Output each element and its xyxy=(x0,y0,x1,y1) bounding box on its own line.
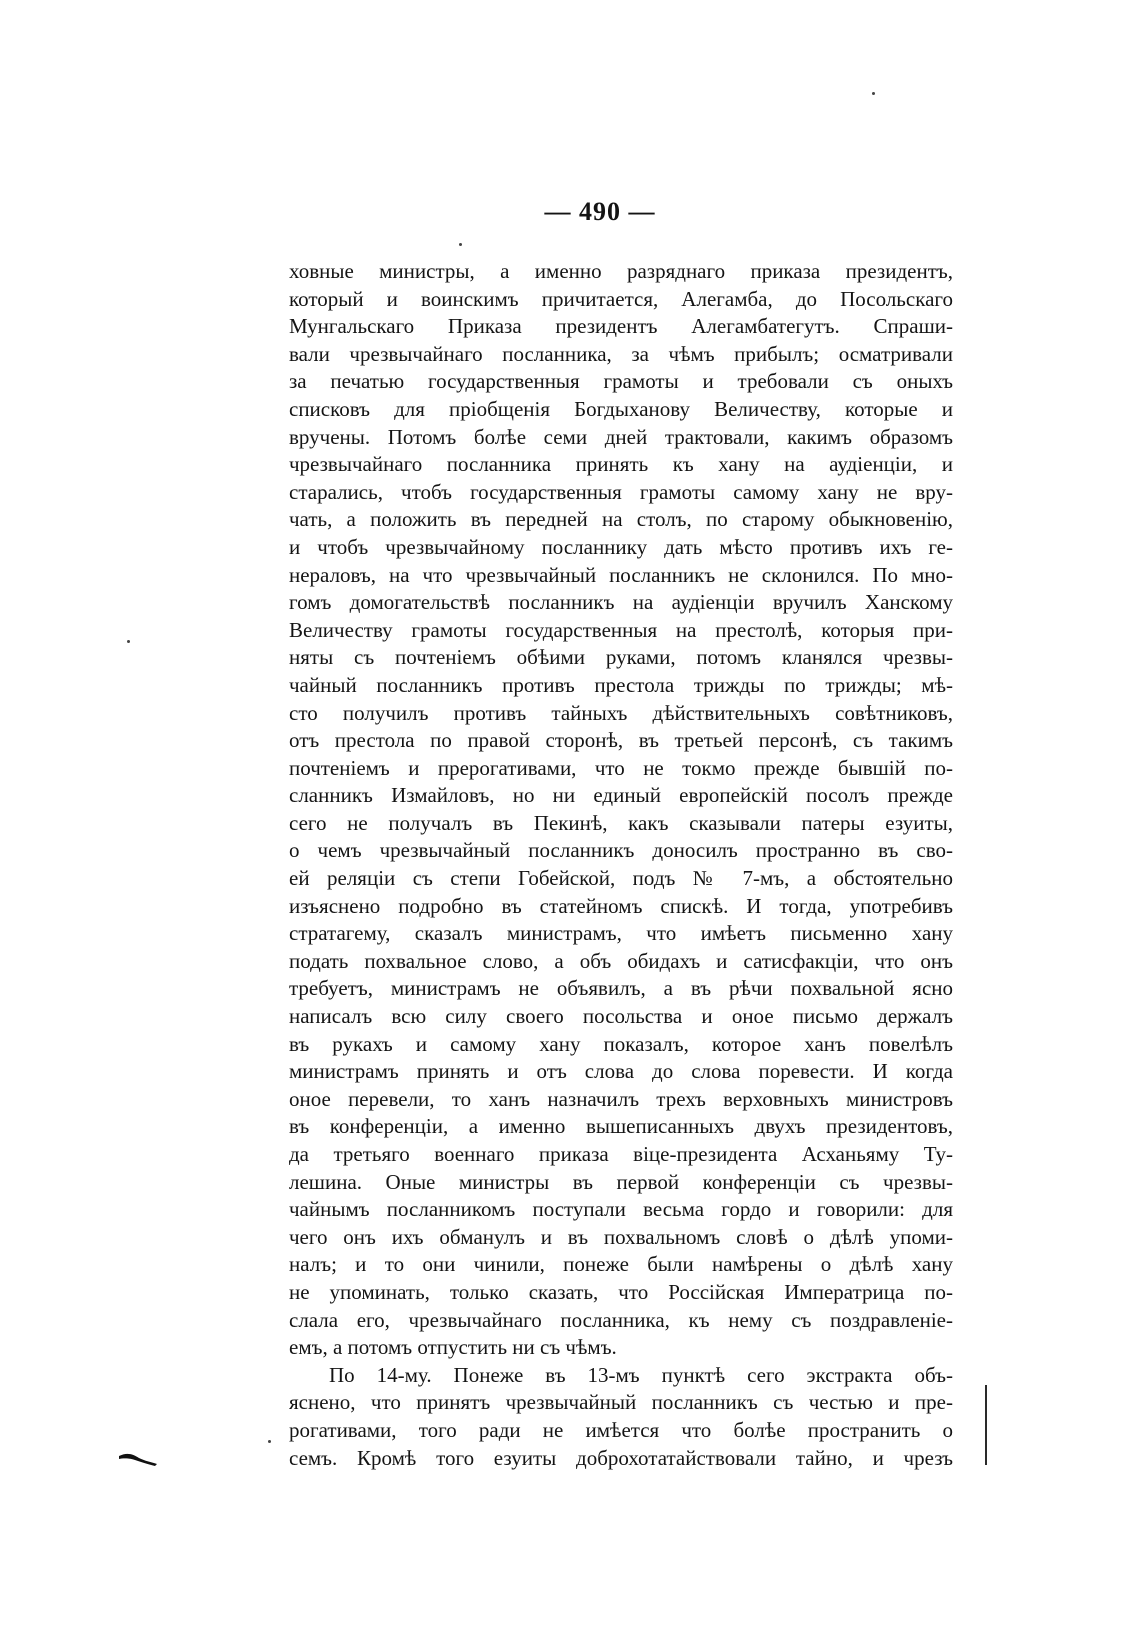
text-line: рогативами, того ради не имѣется что болѣе пространить о xyxy=(289,1417,953,1442)
text-line: въ рукахъ и самому хану показалъ, которое ханъ повелѣлъ xyxy=(289,1031,953,1056)
speck-dot xyxy=(459,243,462,246)
text-line: вали чрезвычайнаго посланника, за чѣмъ прибылъ; осматривали xyxy=(289,341,953,366)
speck-dot xyxy=(127,640,130,643)
text-line: налъ; и то они чинили, понеже были намѣрены о дѣлѣ хану xyxy=(289,1252,953,1277)
text-line: чайнымъ посланникомъ поступали весьма гордо и говорили: для xyxy=(289,1197,953,1222)
text-line: сланникъ Измайловъ, но ни единый европейскій посолъ прежде xyxy=(289,783,953,808)
text-line: старались, чтобъ государственныя грамоты самому хану не вру- xyxy=(289,479,953,504)
text-line: слала его, чрезвычайнаго посланника, къ нему съ поздравленіе- xyxy=(289,1307,953,1332)
text-line: ховные министры, а именно разряднаго приказа президентъ, xyxy=(289,259,953,283)
text-line: сто получилъ противъ тайныхъ дѣйствительныхъ совѣтниковъ, xyxy=(289,700,953,725)
text-line: въ конференціи, а именно вышеписанныхъ двухъ президентовъ, xyxy=(289,1114,953,1139)
text-line: требуетъ, министрамъ не объявилъ, а въ рѣчи похвальной ясно xyxy=(289,976,953,1001)
text-line: который и воинскимъ причитается, Алегамба, до Посольскаго xyxy=(289,286,953,311)
body-text xyxy=(289,258,953,1472)
text-line: сего не получалъ въ Пекинѣ, какъ сказывали патеры езуиты, xyxy=(289,810,953,835)
text-line: министрамъ принять и отъ слова до слова поревести. И когда xyxy=(289,1059,953,1084)
text-line: изъяснено подробно въ статейномъ спискѣ. И тогда, употребивъ xyxy=(289,893,953,918)
text-line: гомъ домогательствѣ посланникъ на аудіенціи вручилъ Ханскому xyxy=(289,590,953,615)
text-line: отъ престола по правой сторонѣ, въ третьей персонѣ, съ такимъ xyxy=(289,728,953,753)
text-line: почтеніемъ и прерогативами, что не токмо прежде бывшій по- xyxy=(289,755,953,780)
text-line: чать, а положить въ передней на столъ, по старому обыкновенію, xyxy=(289,507,953,532)
text-line: вручены. Потомъ болѣе семи дней трактовали, какимъ образомъ xyxy=(289,424,953,449)
text-line: няты съ почтеніемъ обѣими руками, потомъ кланялся чрезвы- xyxy=(289,645,953,670)
text-line: за печатью государственныя грамоты и требовали съ оныхъ xyxy=(289,369,953,394)
margin-line xyxy=(985,1385,987,1465)
text-line: о чемъ чрезвычайный посланникъ доносилъ пространно въ сво- xyxy=(289,838,953,863)
text-line: чего онъ ихъ обманулъ и въ похвальномъ словѣ о дѣлѣ упоми- xyxy=(289,1224,953,1249)
text-line: чайный посланникъ противъ престола трижды по трижды; мѣ- xyxy=(289,672,953,697)
text-line: да третьяго военнаго приказа віце-президента Асханьяму Ту- xyxy=(289,1142,953,1166)
text-line: яснено, что принятъ чрезвычайный посланникъ съ честью и пре- xyxy=(289,1390,953,1415)
text-line: чрезвычайнаго посланника принять къ хану на аудіенціи, и xyxy=(289,452,953,477)
text-line: емъ, а потомъ отпустить ни съ чѣмъ. xyxy=(289,1335,617,1360)
text-line: не упоминать, только сказать, что Россійская Императрица по- xyxy=(289,1279,953,1304)
text-line: подать похвальное слово, а объ обидахъ и сатисфакціи, что онъ xyxy=(289,948,953,973)
text-line: ей реляціи съ степи Гобейской, подъ № 7-мъ, а обстоятельно xyxy=(289,866,953,891)
text-line: стратагему, сказалъ министрамъ, что имѣетъ письменно хану xyxy=(289,921,953,946)
paragraph-start-line: По 14-му. Понеже въ 13-мъ пунктѣ сего экстракта объ- xyxy=(329,1362,953,1387)
speck-dot xyxy=(872,92,875,95)
text-line: написалъ всю силу своего посольства и оное письмо держалъ xyxy=(289,1004,953,1029)
text-line: Мунгальскаго Приказа президентъ Алегамбатегутъ. Спраши- xyxy=(289,314,953,339)
text-line: лешина. Оные министры въ первой конференціи съ чрезвы- xyxy=(289,1169,953,1194)
speck-dot xyxy=(268,1440,271,1443)
text-line: семъ. Кромѣ того езуиты доброхотатайствовали тайно, и чрезъ xyxy=(289,1445,953,1470)
text-line: нераловъ, на что чрезвычайный посланникъ не склонился. По мно- xyxy=(289,562,953,587)
text-line: списковъ для пріобщенія Богдыханову Величеству, которые и xyxy=(289,396,953,421)
ink-mark xyxy=(117,1450,159,1466)
text-line: оное перевели, то ханъ назначилъ трехъ верховныхъ министровъ xyxy=(289,1086,953,1111)
text-line: и чтобъ чрезвычайному посланнику дать мѣсто противъ ихъ ге- xyxy=(289,534,953,559)
page-number: — 490 — xyxy=(544,197,656,226)
text-line: Величеству грамоты государственныя на престолѣ, которыя при- xyxy=(289,617,953,642)
